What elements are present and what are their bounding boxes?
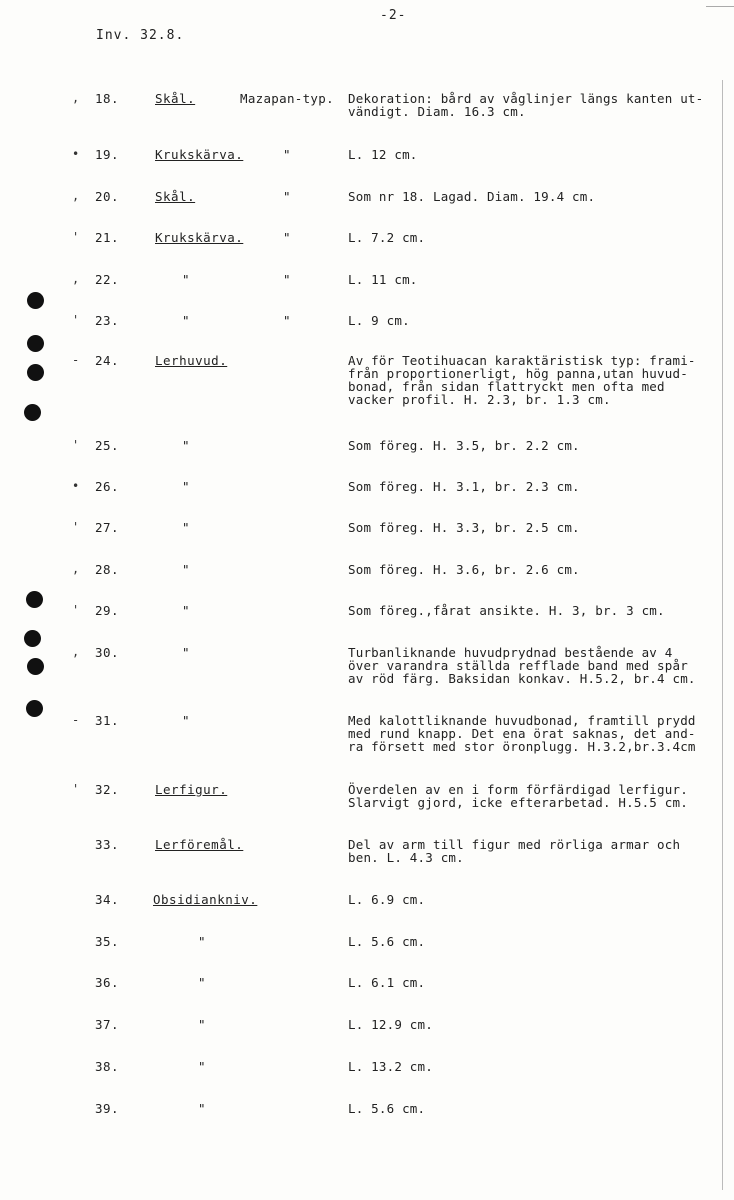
- binder-hole-icon: [26, 700, 43, 717]
- binder-hole-icon: [24, 630, 41, 647]
- entry-description: L. 5.6 cm.: [348, 934, 426, 949]
- margin-tick: ,: [72, 91, 80, 105]
- entry-name: ": [198, 934, 206, 949]
- entry-description: Som föreg. H. 3.3, br. 2.5 cm.: [348, 520, 580, 535]
- entry-description: Som föreg. H. 3.5, br. 2.2 cm.: [348, 438, 580, 453]
- corner-rule: [706, 6, 734, 7]
- entry-name: ": [182, 479, 190, 494]
- entry-number: 22.: [95, 272, 120, 287]
- entry-type: ": [283, 272, 291, 287]
- entry-name: ": [198, 975, 206, 990]
- entry-name: Skål.: [155, 91, 196, 106]
- entry-name: Krukskärva.: [155, 147, 244, 162]
- entry-number: 31.: [95, 713, 120, 728]
- entry-name: ": [182, 438, 190, 453]
- binder-hole-icon: [26, 591, 43, 608]
- entry-name: ": [182, 645, 190, 660]
- entry-name: ": [182, 272, 190, 287]
- entry-description: Del av arm till figur med rörliga armar och ben. L. 4.3 cm.: [348, 837, 681, 865]
- margin-tick: ': [72, 603, 80, 617]
- margin-tick: •: [72, 479, 80, 493]
- entry-number: 28.: [95, 562, 120, 577]
- entry-type: ": [283, 313, 291, 328]
- margin-tick: ,: [72, 562, 80, 576]
- entry-name: ": [182, 313, 190, 328]
- entry-name: ": [198, 1101, 206, 1116]
- margin-tick: ': [72, 313, 80, 327]
- entry-number: 34.: [95, 892, 120, 907]
- entry-type: ": [283, 230, 291, 245]
- entry-description: Som nr 18. Lagad. Diam. 19.4 cm.: [348, 189, 596, 204]
- entry-description: L. 7.2 cm.: [348, 230, 426, 245]
- entry-number: 21.: [95, 230, 120, 245]
- entry-name: ": [182, 562, 190, 577]
- entry-description: L. 12.9 cm.: [348, 1017, 433, 1032]
- entry-number: 32.: [95, 782, 120, 797]
- entry-number: 38.: [95, 1059, 120, 1074]
- margin-tick: -: [72, 353, 80, 367]
- entry-number: 29.: [95, 603, 120, 618]
- entry-number: 30.: [95, 645, 120, 660]
- entry-description: L. 11 cm.: [348, 272, 418, 287]
- entry-description: Av för Teotihuacan karaktäristisk typ: frami- från proportionerligt, hög panna,utan huvud- bonad, från sidan flattryckt men ofta med vacker profil. H. 2.3, br. 1.3 cm.: [348, 353, 696, 407]
- entry-type: ": [283, 189, 291, 204]
- entry-number: 20.: [95, 189, 120, 204]
- entry-description: Som föreg.,fårat ansikte. H. 3, br. 3 cm.: [348, 603, 665, 618]
- entry-description: Turbanliknande huvudprydnad bestående av 4 över varandra ställda refflade band med spår av röd färg. Baksidan konkav. H.5.2, br.4 cm.: [348, 645, 696, 686]
- entry-name: Lerhuvud.: [155, 353, 228, 368]
- entry-name: Obsidiankniv.: [153, 892, 258, 907]
- entry-name: Skål.: [155, 189, 196, 204]
- entry-description: L. 5.6 cm.: [348, 1101, 426, 1116]
- entry-description: Överdelen av en i form förfärdigad lerfigur. Slarvigt gjord, icke efterarbetad. H.5.5 cm.: [348, 782, 688, 810]
- binder-hole-icon: [27, 335, 44, 352]
- binder-hole-icon: [24, 404, 41, 421]
- margin-tick: ,: [72, 189, 80, 203]
- entry-description: L. 9 cm.: [348, 313, 410, 328]
- entry-description: Med kalottliknande huvudbonad, framtill prydd med rund knapp. Det ena örat saknas, det and- ra försett med stor öronplugg. H.3.2,br.3.4cm: [348, 713, 696, 754]
- entry-number: 33.: [95, 837, 120, 852]
- margin-tick: ': [72, 520, 80, 534]
- entry-number: 35.: [95, 934, 120, 949]
- binder-hole-icon: [27, 658, 44, 675]
- entry-name: ": [198, 1059, 206, 1074]
- entry-description: Dekoration: bård av våglinjer längs kanten ut- vändigt. Diam. 16.3 cm.: [348, 91, 704, 119]
- margin-tick: ,: [72, 645, 80, 659]
- entry-number: 23.: [95, 313, 120, 328]
- entry-name: ": [182, 713, 190, 728]
- entry-number: 39.: [95, 1101, 120, 1116]
- entry-description: Som föreg. H. 3.1, br. 2.3 cm.: [348, 479, 580, 494]
- entry-number: 18.: [95, 91, 120, 106]
- entry-type: ": [283, 147, 291, 162]
- margin-tick: ': [72, 438, 80, 452]
- entry-description: Som föreg. H. 3.6, br. 2.6 cm.: [348, 562, 580, 577]
- entry-number: 26.: [95, 479, 120, 494]
- entry-number: 19.: [95, 147, 120, 162]
- entry-description: L. 6.9 cm.: [348, 892, 426, 907]
- entry-number: 37.: [95, 1017, 120, 1032]
- entry-name: Lerföremål.: [155, 837, 244, 852]
- entry-number: 27.: [95, 520, 120, 535]
- entry-description: L. 12 cm.: [348, 147, 418, 162]
- binder-hole-icon: [27, 364, 44, 381]
- margin-tick: ,: [72, 272, 80, 286]
- page-number: -2-: [380, 8, 407, 23]
- entry-number: 24.: [95, 353, 120, 368]
- entry-name: Krukskärva.: [155, 230, 244, 245]
- entry-description: L. 13.2 cm.: [348, 1059, 433, 1074]
- margin-tick: -: [72, 713, 80, 727]
- binder-hole-icon: [27, 292, 44, 309]
- entry-description: L. 6.1 cm.: [348, 975, 426, 990]
- margin-tick: •: [72, 147, 80, 161]
- entry-number: 25.: [95, 438, 120, 453]
- entry-name: ": [198, 1017, 206, 1032]
- margin-tick: ': [72, 230, 80, 244]
- entry-type: Mazapan-typ.: [240, 91, 334, 106]
- entry-name: ": [182, 603, 190, 618]
- entry-name: Lerfigur.: [155, 782, 228, 797]
- margin-tick: ': [72, 782, 80, 796]
- inventory-reference: Inv. 32.8.: [96, 28, 185, 43]
- entry-number: 36.: [95, 975, 120, 990]
- entry-name: ": [182, 520, 190, 535]
